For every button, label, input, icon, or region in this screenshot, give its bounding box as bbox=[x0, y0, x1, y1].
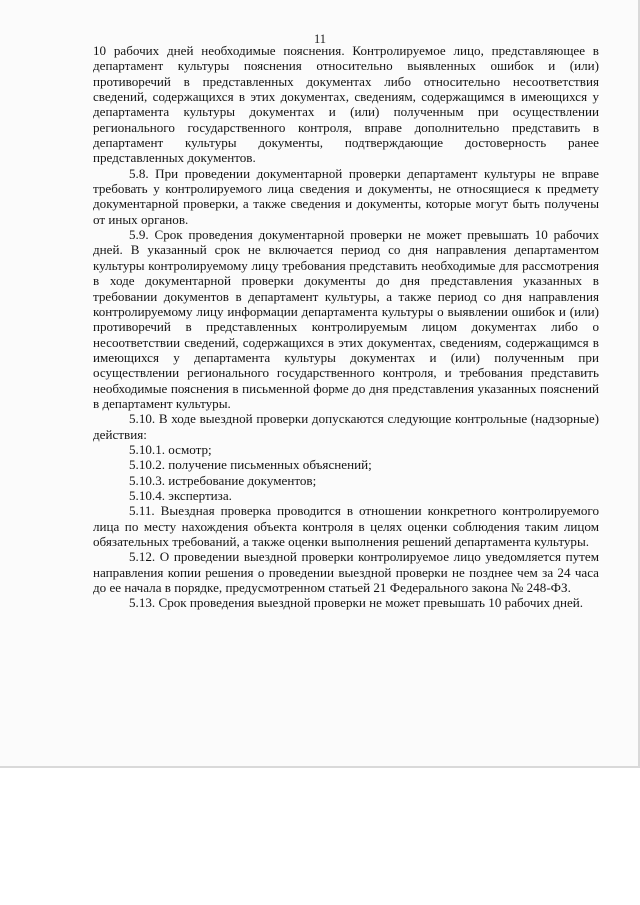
paragraph-5-9: 5.9. Срок проведения документарной проверки не может превышать 10 рабочих дней. В указанный срок не включается период со дня направления департаментом культуры контролируемому лицу требования представить необходимые для рассмотрения в ходе документарной проверки документы до дня представления указанных в требовании документов в департамент культуры, а также период со дня направления контролируемому лицу информации департамента культуры о выявлении ошибок и (или) противоречий в представленных контролируемым лицом документах либо о несоответствии сведений, содержащихся в этих документах, сведениям, содержащимся в имеющихся у департамента культуры документах и (или) полученным при осуществлении регионального государственного контроля, и требования представить необходимые пояснения в письменной форме до дня представления указанных пояснений в департамент культуры. bbox=[93, 227, 599, 411]
paragraph-5-12: 5.12. О проведении выездной проверки контролируемое лицо уведомляется путем направления копии решения о проведении выездной проверки не позднее чем за 24 часа до ее начала в порядке, предусмотренном статьей 21 Федерального закона № 248-ФЗ. bbox=[93, 549, 599, 596]
blank-margin bbox=[0, 768, 640, 905]
paragraph-5-11: 5.11. Выездная проверка проводится в отношении конкретного контролируемого лица по месту нахождения объекта контроля в целях оценки соблюдения таким лицом обязательных требований, а также оценки выполнения решений департамента культуры. bbox=[93, 503, 599, 549]
document-body bbox=[93, 43, 599, 611]
list-item-5-10-1: 5.10.1. осмотр; bbox=[129, 441, 212, 457]
page-number: 11 bbox=[313, 32, 327, 46]
paragraph-continuation: 10 рабочих дней необходимые пояснения. Контролируемое лицо, представляющее в департамент культуры пояснения относительно выявленных ошибок и (или) противоречий в представленных документах либо относительно несоответствия сведений, содержащихся в этих документах, сведениям, содержащимся в имеющихся у департамента культуры документах и (или) полученным при осуществлении регионального государственного контроля, вправе дополнительно представить в департамент культуры документы, подтверждающие достоверность ранее представленных документов. bbox=[93, 43, 599, 166]
list-item-5-10-4: 5.10.4. экспертиза. bbox=[129, 487, 232, 503]
paragraph-5-10: 5.10. В ходе выездной проверки допускаются следующие контрольные (надзорные) действия: bbox=[93, 411, 599, 442]
list-item-5-10-3: 5.10.3. истребование документов; bbox=[129, 472, 317, 488]
paragraph-5-13: 5.13. Срок проведения выездной проверки не может превышать 10 рабочих дней. bbox=[129, 595, 584, 611]
paragraph-5-8: 5.8. При проведении документарной проверки департамент культуры не вправе требовать у контролируемого лица сведения и документы, не относящиеся к предмету документарной проверки, а также сведения и документы, которые могут быть получены от иных органов. bbox=[93, 165, 599, 227]
list-item-5-10-2: 5.10.2. получение письменных объяснений; bbox=[129, 457, 372, 473]
